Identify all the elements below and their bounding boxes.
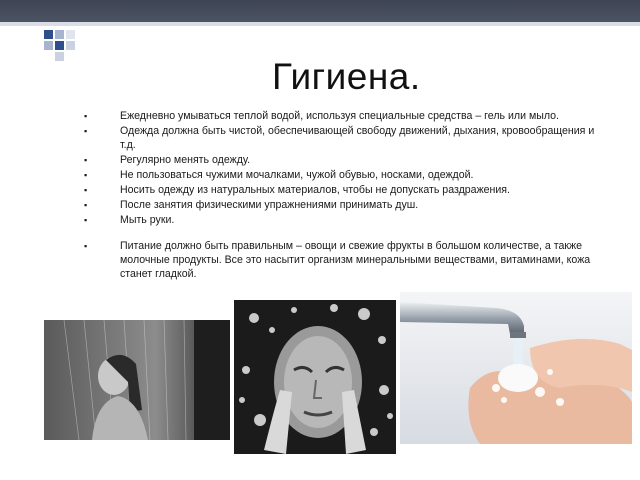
bullet-marker: ▪	[84, 111, 88, 121]
decorative-squares	[0, 0, 120, 70]
bullet-item: ▪ Не пользоваться чужими мочалками, чужой обувью, носками, одеждой.	[84, 169, 474, 181]
hand-washing-photo	[400, 292, 632, 444]
bullet-item: ▪ Одежда должна быть чистой, обеспечивающей свободу движений, дыхания, кровообращения и т.д.	[84, 125, 595, 151]
bullet-marker: ▪	[84, 155, 88, 165]
bullet-item: ▪ Питание должно быть правильным – овощи и свежие фрукты в большом количестве, а также молочные продукты. Все это насытит организм минеральными веществами, витаминами, кожа станет гладкой.	[84, 240, 591, 280]
shower-photo	[44, 320, 230, 440]
bullet-item: ▪ Носить одежду из натуральных материалов, чтобы не допускать раздражения.	[84, 184, 510, 196]
bullet-list	[84, 109, 604, 282]
bullet-item: ▪ Ежедневно умываться теплой водой, используя специальные средства – гель или мыло.	[84, 110, 559, 122]
bullet-item: ▪ Мыть руки.	[84, 214, 175, 226]
bullet-marker: ▪	[84, 185, 88, 195]
face-splash-photo	[234, 300, 396, 454]
slide-title: Гигиена.	[272, 56, 421, 97]
bullet-marker: ▪	[84, 200, 88, 210]
bullet-marker: ▪	[84, 241, 88, 251]
bullet-item: ▪ После занятия физическими упражнениями принимать душ.	[84, 199, 419, 211]
bullet-marker: ▪	[84, 215, 88, 225]
bullet-marker: ▪	[84, 170, 88, 180]
bullet-item: ▪ Регулярно менять одежду.	[84, 154, 251, 166]
bullet-marker: ▪	[84, 126, 88, 136]
